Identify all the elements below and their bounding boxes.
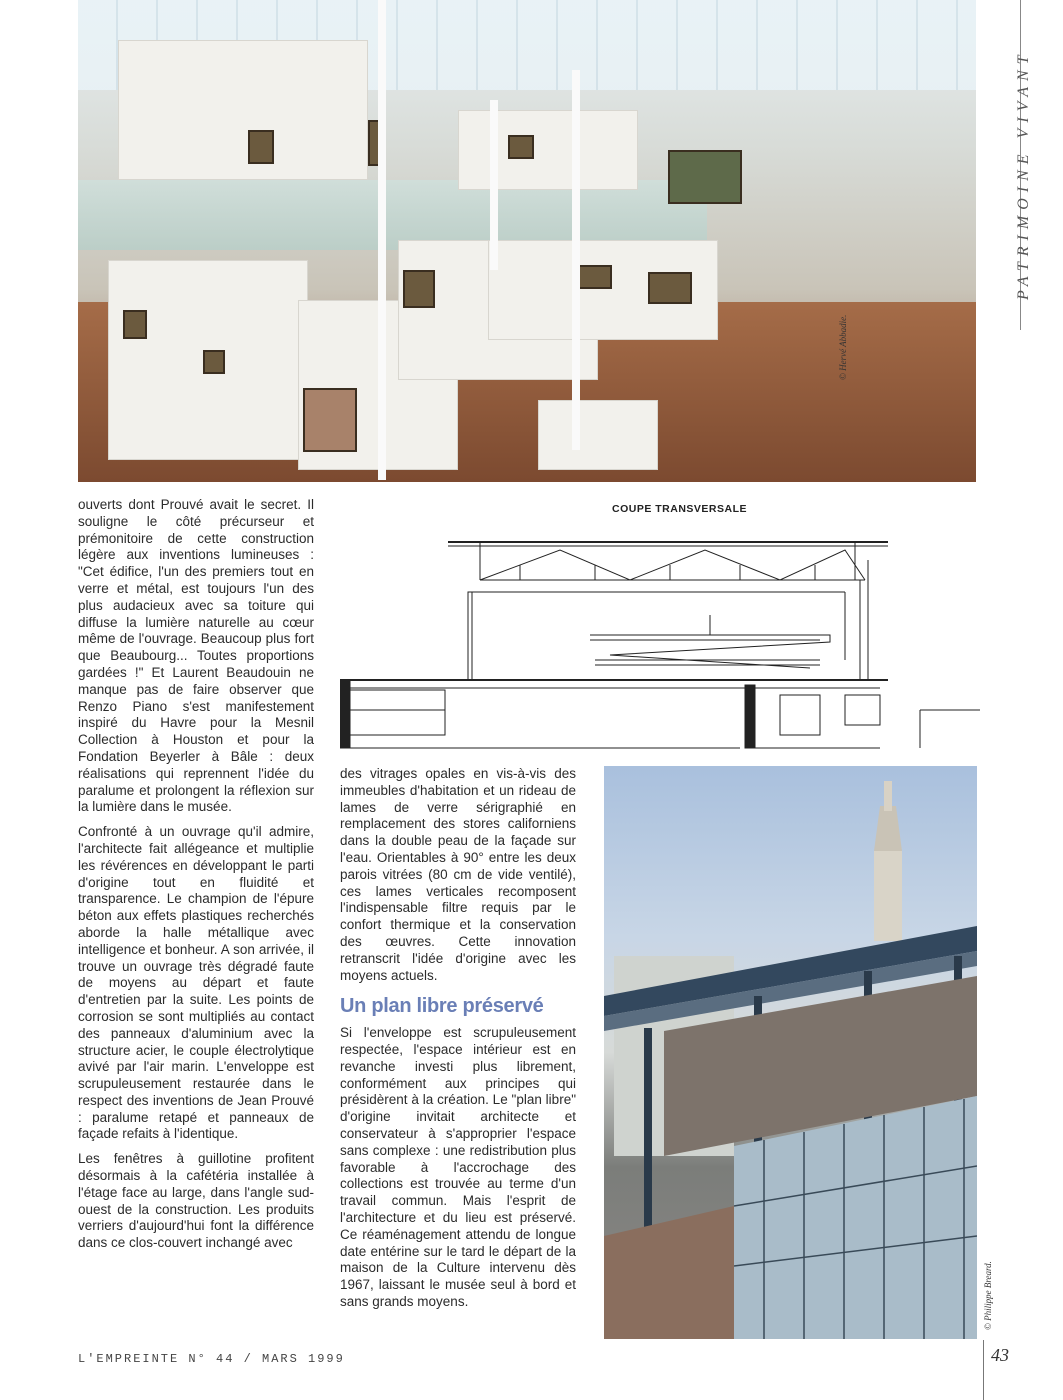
page-number: 43	[991, 1345, 1009, 1365]
paragraph: ouverts dont Prouvé avait le secret. Il souligne le côté précurseur et prémonitoire de cette construction légère aux inventions lumineuses : "Cet édifice, l'un des premiers tout en verre et métal, est toujours l'un des plus audacieux avec sa toiture qui diffuse la lumière naturelle au cœur même de l'ouvrage. Beaucoup plus fort que Beaubourg... Toutes proportions gardées !" Et Laurent Beaudouin ne manque pas de faire observer que Renzo Piano s'est manifestement inspiré du Havre pour la Mesnil Collection à Houston et pour la Fondation Beyerler à Bâle : deux réalisations qui reprennent l'idée du paralume et prolongent la réflexion sur la lumière dans le musée.	[78, 497, 314, 815]
gallery-interior-photo	[78, 0, 976, 482]
page-number-rule	[983, 1340, 984, 1400]
paragraph: des vitrages opales en vis-à-vis des immeubles d'habitation et un rideau de lames de verre sérigraphié en remplacement des stores californiens dans la double peau de la façade sur l'eau. Orientables à 90° entre les deux parois vitrées (80 cm de vide ventilé), ces lames verticales recomposent l'indispensable filtre requis par le confort thermique et la conservation des œuvres. Cette innovation retranscrit l'idée d'origine avec les moyens actuels.	[340, 766, 576, 983]
publication-footer: L'EMPREINTE N° 44 / MARS 1999	[78, 1352, 345, 1366]
section-heading: Un plan libre préservé	[340, 995, 544, 1018]
left-text-column	[78, 497, 314, 1260]
diagram-title: COUPE TRANSVERSALE	[612, 503, 748, 515]
paragraph: Confronté à un ouvrage qu'il admire, l'architecte fait allégeance et multiplie les révérences en développant le parti d'origine tout en fluidité et transparence. Le champion de l'épure béton aux effets plastiques recherchés aborde la halle métallique avec intelligence et bonheur. A son arrivée, il trouve un ouvrage très dégradé faute de moyens au départ et faute d'entretien par la suite. Les points de corrosion se sont multipliés au contact des panneaux d'aluminium avec la structure acier, le couple électrolytique avivé par l'air marin. L'enveloppe est scrupuleusement restaurée dans le respect des inventions de Jean Prouvé : paralume retapé et panneaux de façade refaits à l'identique.	[78, 824, 314, 1142]
running-head: PATRIMOINE VIVANT	[1015, 49, 1032, 300]
cross-section-diagram	[340, 520, 985, 750]
photo-credit-bottom: © Philippe Breard.	[983, 1261, 993, 1330]
museum-exterior-photo	[604, 766, 977, 1339]
photo-credit-top: © Hervé Abbadie.	[838, 314, 848, 380]
paragraph: Si l'enveloppe est scrupuleusement respectée, l'espace intérieur est en revanche investi plus librement, conformément aux principes qui présidèrent à la création. Le "plan libre" d'origine invitait architecte et conservateur à s'approprier l'espace sans complexe : une redistribution plus favorable à l'accrochage des collections est trouvée au terme d'un travail commun. Mais l'esprit de l'architecture et du lieu est préservé. Ce réaménagement attendu de longue date entérine sur le tard le départ de la maison de la Culture intervenu dès 1967, laissant le musée seul à bord et sans grands moyens.	[340, 1025, 576, 1309]
paragraph: Les fenêtres à guillotine profitent désormais à la cafétéria installée à l'étage face au large, dans l'angle sud-ouest de la construction. Les produits verriers d'aujourd'hui font la différence dans ce clos-couvert inchangé avec	[78, 1151, 314, 1251]
middle-text-column	[340, 766, 576, 1319]
